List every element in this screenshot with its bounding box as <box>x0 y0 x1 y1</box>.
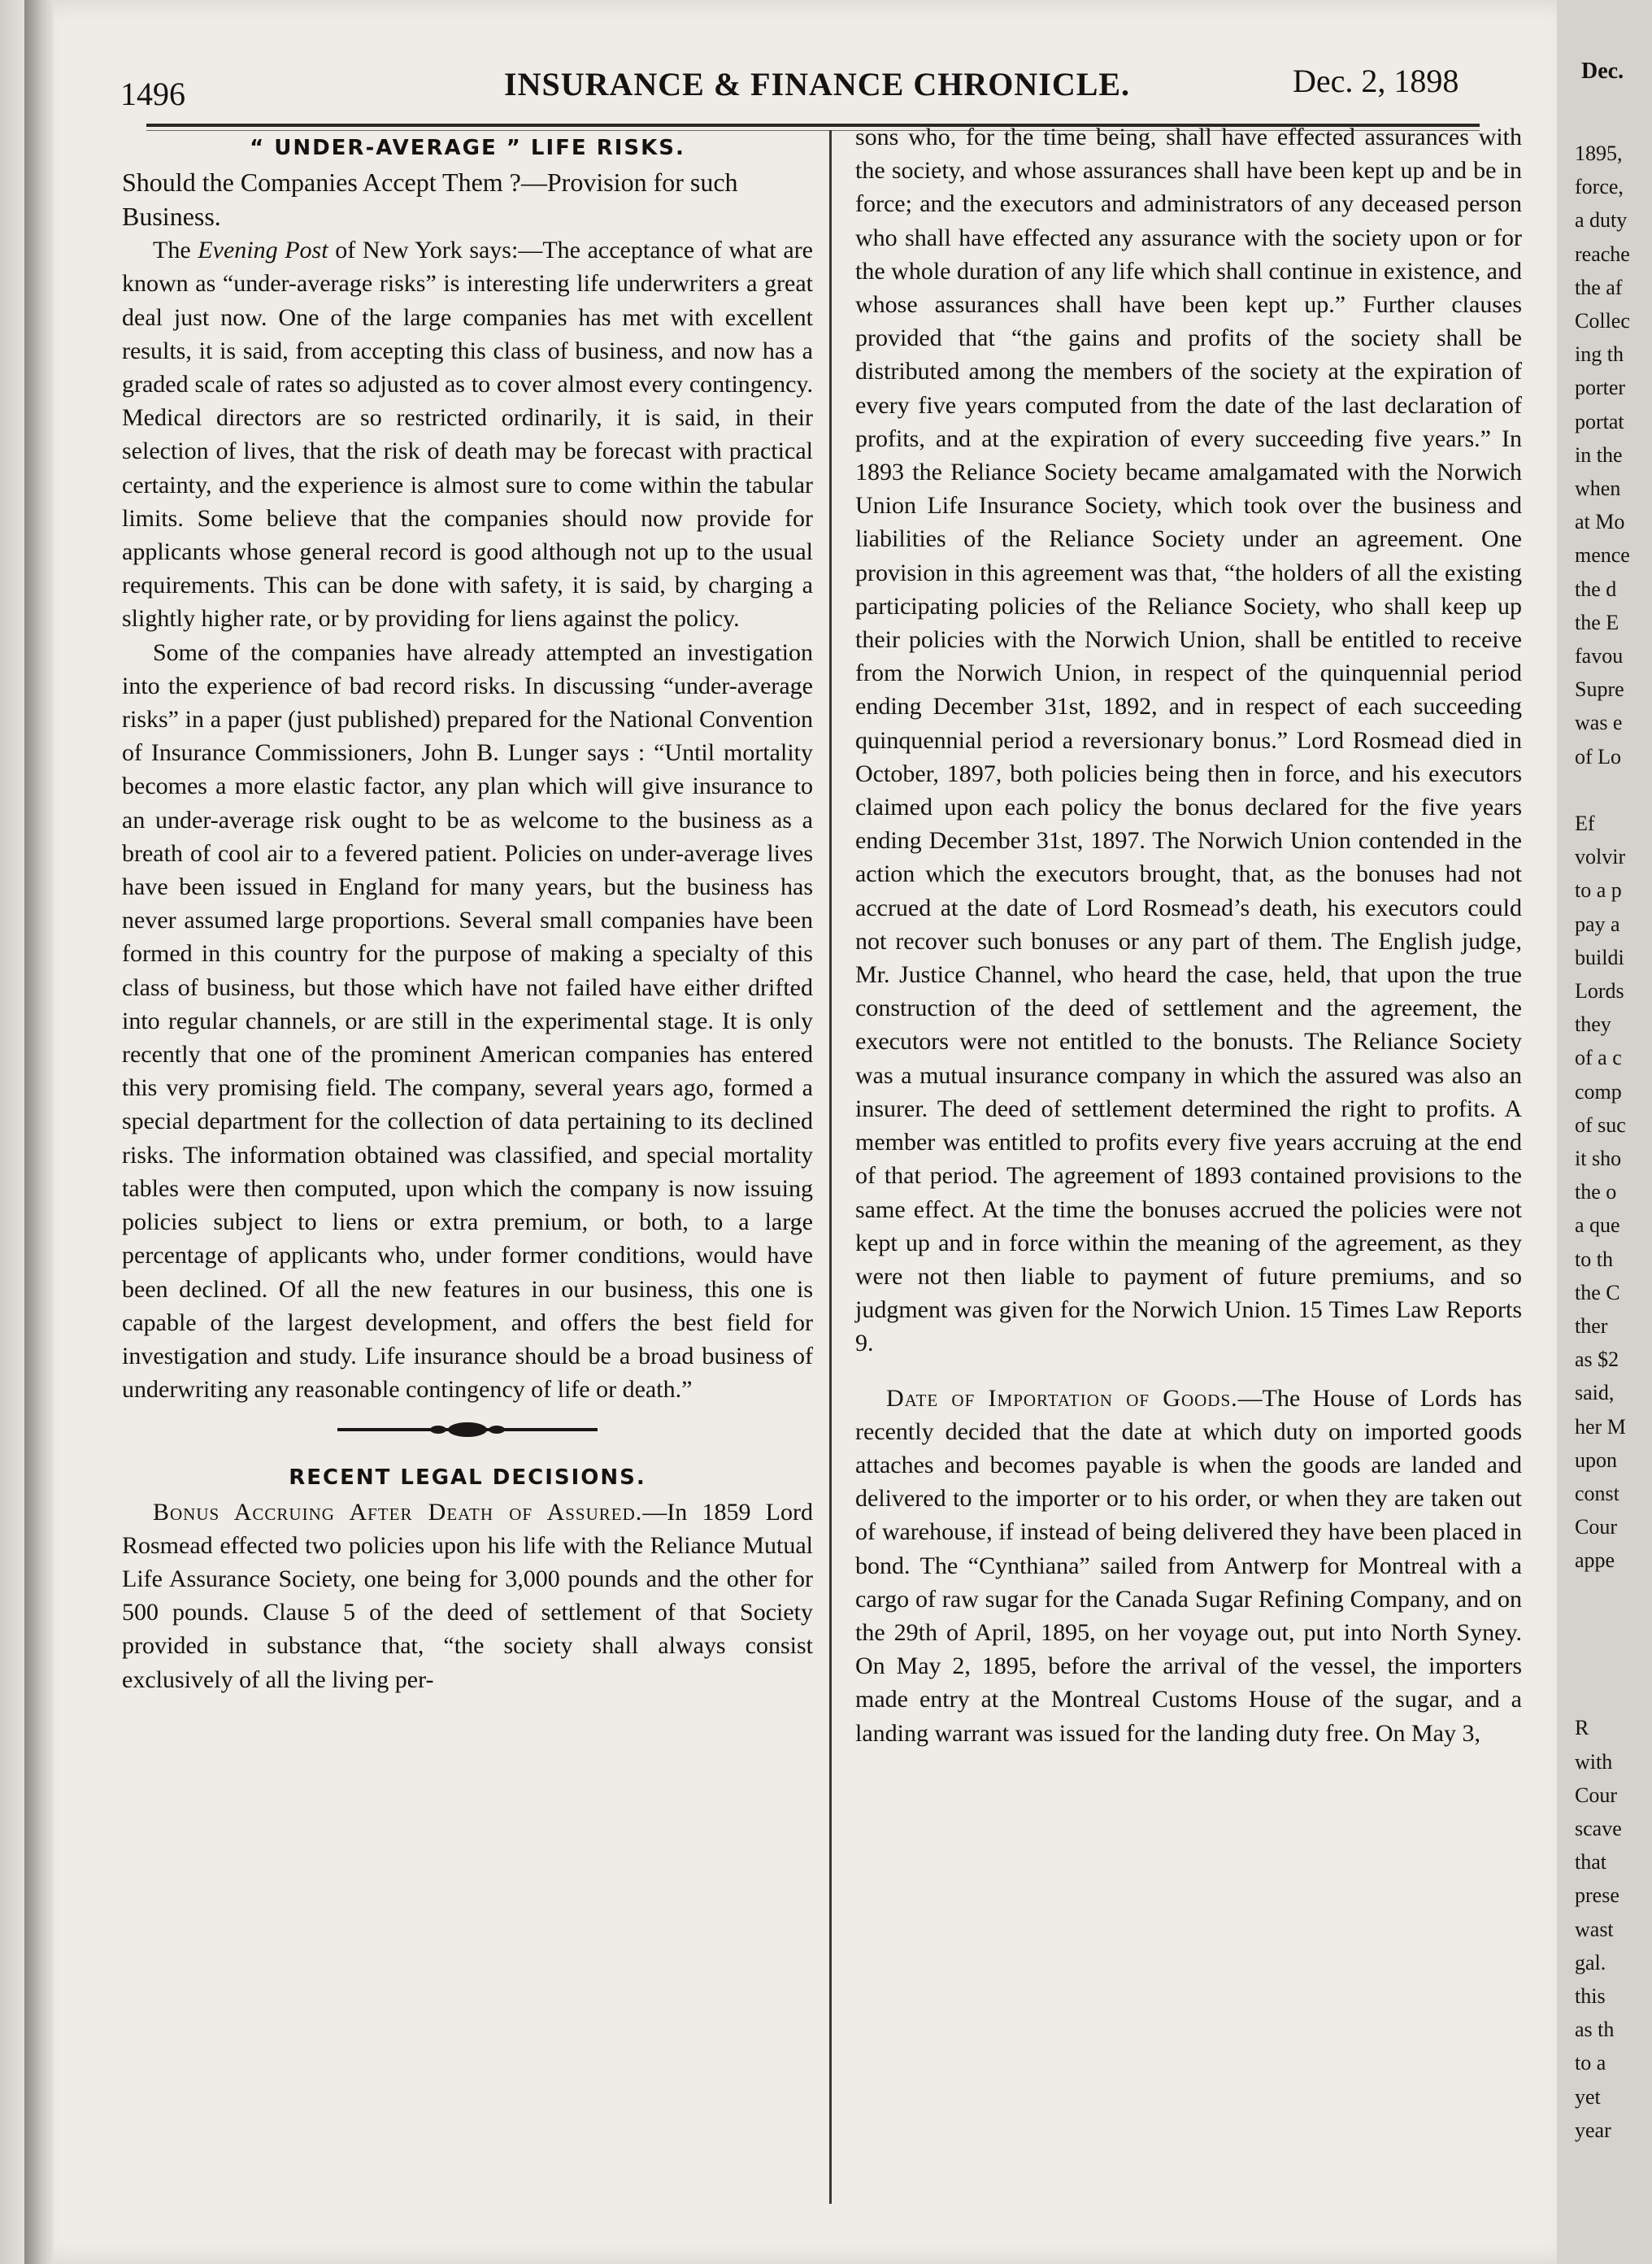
facing-page-fragment: to a <box>1575 2051 1606 2075</box>
facing-page-fragment: year <box>1575 2118 1611 2142</box>
facing-page-fragment: porter <box>1575 376 1626 400</box>
facing-page-fragment: to th <box>1575 1247 1613 1271</box>
article-paragraph-2: Some of the companies have already attempted an investigation into the experience of bad record risks. In discussing “under-average risks” in a paper (just published) prepared for the National Convention of Insurance Commissioners, John B. Lunger says : “Until mortality becomes a more elastic factor, any plan which will give insurance to an under-average risk ought to be as welcome to the business as a breath of cool air to a fevered patient. Policies on under-average lives have been issued in England for many years, but the business has never assumed large proportions. Several small companies have been formed in this country for the purpose of making a specialty of this class of business, but those which have not failed have either drifted into regular channels, or are still in the experimental stage. It is only recently that one of the prominent American companies has entered this very promising field. The company, several years ago, formed a special department for the collection of data pertaining to its declined risks. The information obtained was classified, and special mortality tables were then computed, upon which the company is now issuing policies subject to liens or extra premium, or both, to a large percentage of applicants who, under former conditions, would have been declined. Of all the new features in our business, this one is capable of the largest development, and offers the best field for investigation and study. Life insurance should be a broad business of underwriting any reasonable contingency of life or death.” <box>122 638 813 1404</box>
facing-page-sliver <box>1557 0 1652 2264</box>
facing-page-fragment: ther <box>1575 1314 1608 1338</box>
facing-page-fragment: Collec <box>1575 309 1630 333</box>
paragraph-gap <box>855 1361 1522 1382</box>
section-ornament-icon <box>337 1421 598 1439</box>
facing-page-fragment: yet <box>1575 2084 1601 2109</box>
facing-page-fragment: Supre <box>1575 677 1624 702</box>
facing-page-fragment: said, <box>1575 1381 1615 1405</box>
newspaper-page <box>24 0 1557 2264</box>
left-column <box>122 132 813 1696</box>
facing-page-fragment: gal. <box>1575 1950 1606 1974</box>
article-paragraph-1: The Evening Post of New York says:—The acceptance of what are known as “under-average risks” is interesting life underwriters a great deal just now. One of the large companies has met with excellent results, it is said, from accepting this class of business, and now has a graded scale of rates so adjusted as to cover almost every contingency. Medical directors are so restricted ordinarily, it is said, in their selection of lives, that the risk of death may be forecast with practical certainty, and the experience is almost sure to come within the tabular limits. Some believe that the companies should now provide for applicants whose general record is good although not up to the usual requirements. This can be done with safety, it is said, by charging a slightly higher rate, or by providing for liens against the policy. <box>122 237 814 633</box>
facing-page-fragment: portat <box>1575 409 1624 433</box>
legal-item-1-start <box>122 1496 813 1696</box>
legal-item-2 <box>855 1382 1522 1750</box>
facing-page-fragment: of Lo <box>1575 744 1622 768</box>
facing-page-fragment: this <box>1575 1984 1606 2008</box>
facing-page-fragment: mence <box>1575 543 1630 568</box>
article-title-under-average: “ UNDER-AVERAGE ” LIFE RISKS. <box>250 136 685 160</box>
facing-page-fragment: as $2 <box>1575 1348 1619 1372</box>
facing-page-fragment: volvir <box>1575 845 1626 869</box>
legal-item-1-continued: sons who, for the time being, shall have effected assurances with the society, and whose assurances shall have been kept up and be in force; and the executors and administrators of any deceased person who shall have effected any assurance with the society upon or for the whole duration of any life which shall continue in existence, and whose assurances shall have been kept up.” Further clauses provided that “the gains and profits of the society shall be distributed among the members of the society at the expiration of every five years computed from the date of the last declaration of profits, and at the expiration of every succeeding five years.” In 1893 the Reliance Society became amalgamated with the Norwich Union Life Insurance Society, which took over the business and liabilities of the Reliance Society under an agreement. One provision in this agreement was that, “the holders of all the existing participating policies of the Reliance Society, who shall keep up their policies with the Norwich Union, shall be entitled to receive from the Norwich Union, in respect of the quinquennial period ending December 31st, 1892, and in respect of each succeeding quinquennial period a reversionary bonus.” Lord Rosmead died in October, 1897, both policies being then in force, and his executors claimed upon each policy the bonus declared for the five years ending December 31st, 1897. The Norwich Union contended in the action which the executors brought, that, as the bonuses had not accrued at the date of Lord Rosmead’s death, his executors could not recover such bonuses or any part of them. The English judge, Mr. Justice Channel, who heard the case, held, that upon the true construction of the deed of settlement and the agreement, the executors were not entitled to the bonusts. The Reliance Society was a mutual insurance company in which the assured was also an insurer. The deed of settlement determined the right to profits. A member was entitled to profits every five years accruing at the end of that period. The agreement of 1893 contained provisions to the same effect. At the time the bonuses accrued the policies were not kept up and in force within the meaning of the agreement, as they were not then liable to payment of future premiums, and so judgment was given for the Norwich Union. 15 Times Law Reports 9. <box>855 124 1522 1357</box>
facing-page-fragment: was e <box>1575 711 1623 735</box>
facing-page-fragment: force, <box>1575 175 1624 199</box>
facing-page-fragment: prese <box>1575 1883 1619 1908</box>
facing-page-fragment: 1895, <box>1575 142 1623 165</box>
newspaper-name: Evening Post <box>198 237 328 264</box>
facing-page-fragment: in the <box>1575 442 1623 467</box>
facing-page-fragment: ing th <box>1575 342 1624 367</box>
right-column <box>855 120 1522 1750</box>
facing-page-fragment: it sho <box>1575 1147 1622 1170</box>
facing-page-fragment: the C <box>1575 1280 1620 1304</box>
facing-page-fragment: of suc <box>1575 1112 1626 1137</box>
facing-page-fragment: the o <box>1575 1180 1617 1204</box>
facing-page-fragment: Lords <box>1575 979 1624 1003</box>
facing-page-fragment: reache <box>1575 242 1630 266</box>
legal-item-1-heading: Bonus Accruing After Death of Assured. <box>153 1498 643 1526</box>
facing-page-fragment: her M <box>1575 1414 1626 1439</box>
issue-date: Dec. 2, 1898 <box>1293 63 1459 99</box>
facing-page-fragment: the d <box>1575 577 1617 601</box>
facing-page-fragment: upon <box>1575 1448 1617 1472</box>
facing-page-fragment: at Mo <box>1575 510 1625 534</box>
facing-page-fragment: as th <box>1575 2018 1615 2042</box>
facing-page-fragment: pay a <box>1575 912 1620 936</box>
facing-page-header: Dec. <box>1581 59 1624 84</box>
facing-page-fragment: that <box>1575 1850 1606 1874</box>
section-title-legal-decisions: RECENT LEGAL DECISIONS. <box>289 1465 646 1491</box>
facing-page-fragment: they <box>1575 1012 1611 1037</box>
running-header <box>24 41 1557 114</box>
column-divider <box>829 130 832 2204</box>
page-gutter-shadow <box>24 0 54 2264</box>
legal-item-2-text: —The House of Lords has recently decided that the date at which duty on imported goods attaches and becomes payable is when the goods are landed and delivered to the importer or to his order, or when they are taken out of warehouse, if instead of being delivered they have been placed in bond. The “Cynthiana” sailed from Antwerp for Montreal with a cargo of raw sugar for the Canada Sugar Refining Company, and on the 29th of April, 1895, on her voyage out, put into North Syney. On May 2, 1895, before the arrival of the vessel, the importers made entry at the Montreal Customs House of the sugar, and a landing warrant was issued for the landing duty free. On May 3, <box>855 1384 1522 1747</box>
journal-title: INSURANCE & FINANCE CHRONICLE. <box>504 66 1131 102</box>
facing-page-fragment: appe <box>1575 1548 1615 1573</box>
facing-page-fragment: buildi <box>1575 945 1624 969</box>
facing-page-fragment: Ef <box>1575 812 1595 835</box>
facing-page-fragment: when <box>1575 477 1621 500</box>
facing-page-fragment: scave <box>1575 1817 1622 1840</box>
page-number: 1496 <box>120 76 185 112</box>
facing-page-fragment: const <box>1575 1482 1619 1505</box>
facing-page-fragment: R <box>1575 1716 1589 1740</box>
facing-page-fragment: wast <box>1575 1917 1614 1941</box>
legal-item-1-text-start: —In 1859 Lord Rosmead effected two policies upon his life with the Reliance Mutual Life Assurance Society, one being for 3,000 pounds and the other for 500 pounds. Clause 5 of the deed of settlement of that Society provided in substance that, “the society shall always consist exclusively of all the living per- <box>122 1498 813 1693</box>
article-subtitle: Should the Companies Accept Them ?—Provision for such Business. <box>122 168 738 232</box>
facing-page-fragment: of a c <box>1575 1046 1622 1070</box>
facing-page-fragment: with <box>1575 1749 1613 1774</box>
facing-page-fragment: a que <box>1575 1213 1620 1238</box>
facing-page-fragment: the af <box>1575 275 1623 299</box>
facing-page-fragment: comp <box>1575 1079 1622 1104</box>
facing-page-fragment: favou <box>1575 644 1624 668</box>
facing-page-fragment: Cour <box>1575 1783 1617 1807</box>
facing-page-fragment: Cour <box>1575 1515 1617 1539</box>
facing-page-fragment: to a p <box>1575 878 1622 903</box>
legal-item-2-heading: Date of Importation of Goods. <box>886 1384 1238 1412</box>
facing-page-fragment: the E <box>1575 610 1619 634</box>
facing-page-fragment: a duty <box>1575 208 1628 233</box>
